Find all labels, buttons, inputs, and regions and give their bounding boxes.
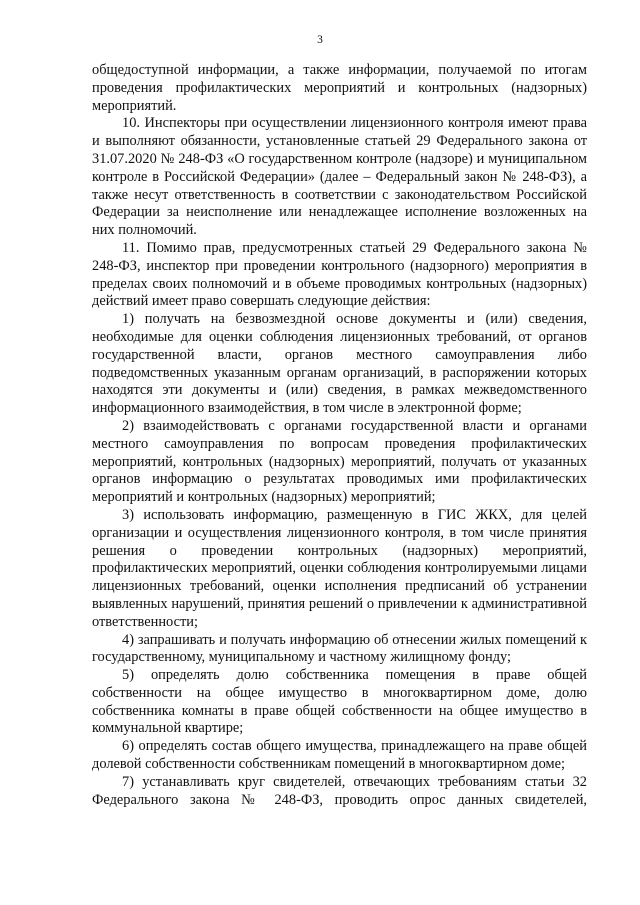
paragraph-item-10: 10. Инспекторы при осуществлении лицензионного контроля имеют права и выполняют обязанности, установленные статьей 29 Федерального закона от 31.07.2020 № 248-ФЗ «О государственном контроле (надзоре) и муниципальном контроле в Российской Федерации» (далее – Федеральный закон № 248-ФЗ), а также несут ответственность в соответствии с законодательством Российской Федерации за неисполнение или ненадлежащее исполнение возложенных на них полномочий. [92, 115, 587, 239]
list-item-5: 5) определять долю собственника помещения в праве общей собственности на общее имущество в многоквартирном доме, долю собственника комнаты в праве общей собственности на общее имущество в коммунальной квартире; [92, 667, 587, 737]
paragraph-item-11: 11. Помимо прав, предусмотренных статьей 29 Федерального закона № 248-ФЗ, инспектор при проведении контрольного (надзорного) мероприятия в пределах своих полномочий и в объеме проводимых контрольных (надзорных) действий имеет право совершать следующие действия: [92, 239, 587, 310]
list-item-6: 6) определять состав общего имущества, принадлежащего на праве общей долевой собственности собственникам помещений в многоквартирном доме; [92, 738, 587, 773]
list-item-1: 1) получать на безвозмездной основе документы и (или) сведения, необходимые для оценки соблюдения лицензионных требований, от органов государственной власти, органов местного самоуправления либо подведомственных указанным органам организаций, в распоряжении которых находятся эти документы и (или) сведения, в рамках межведомственного информационного взаимодействия, в том числе в электронной форме; [92, 311, 587, 417]
list-item-4: 4) запрашивать и получать информацию об отнесении жилых помещений к государственному, муниципальному и частному жилищному фонду; [92, 631, 587, 666]
page-number: 3 [317, 34, 323, 46]
paragraph-continuation: общедоступной информации, а также информации, получаемой по итогам проведения профилактических мероприятий и контрольных (надзорных) мероприятий. [92, 62, 587, 114]
list-item-2: 2) взаимодействовать с органами государственной власти и органами местного самоуправления по вопросам проведения профилактических мероприятий, контрольных (надзорных) мероприятий, получать от указанных органов информацию о результатах проводимых ими профилактических мероприятий и контрольных (надзорных) мероприятий; [92, 417, 587, 506]
list-item-3: 3) использовать информацию, размещенную в ГИС ЖКХ, для целей организации и осуществления лицензионного контроля, в том числе принятия решения о проведении контрольных (надзорных) мероприятий, профилактических мероприятий, оценки соблюдения контролируемыми лицами лицензионных требований, оценки исполнения предписаний об устранении выявленных нарушений, принятия решений о привлечении к административной ответственности; [92, 506, 587, 630]
list-item-7: 7) устанавливать круг свидетелей, отвечающих требованиям статьи 32 Федерального закона № 248-ФЗ, проводить опрос данных свидетелей, [92, 773, 587, 808]
document-body [92, 62, 587, 809]
